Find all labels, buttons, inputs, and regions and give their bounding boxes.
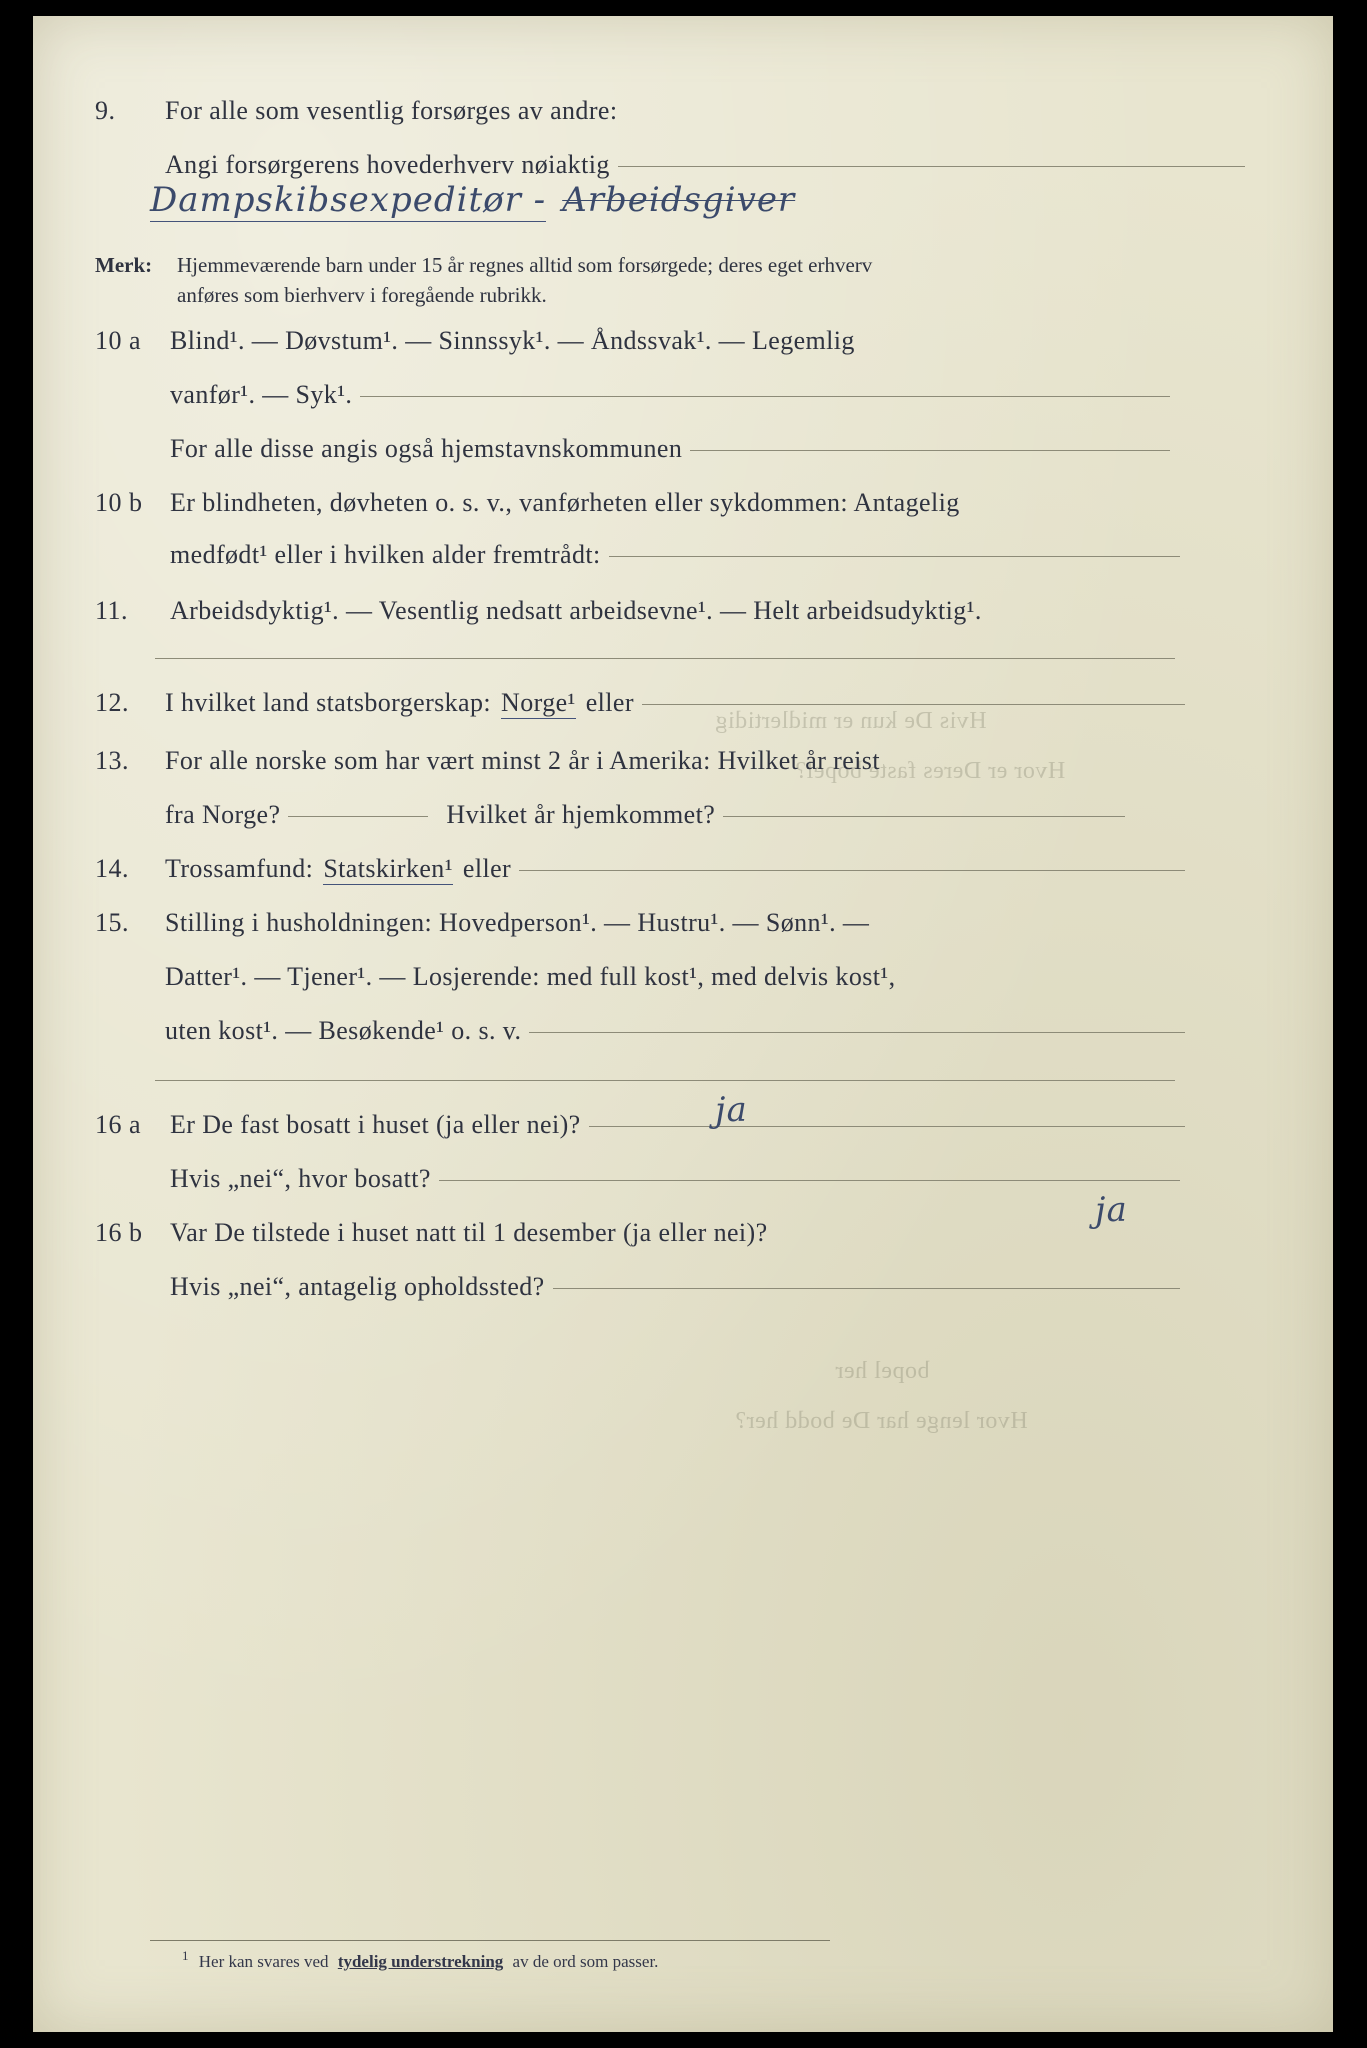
question-16b-line2: Hvis „nei“, antagelig opholdssted? [170,1272,545,1301]
question-14-number: 14. [95,854,129,883]
question-10b-number: 10 b [95,488,143,517]
footnote [150,1940,1250,1972]
question-16a-line2: Hvis „nei“, hvor bosatt? [170,1164,431,1193]
answer-rule [360,395,1170,397]
question-13-row2 [165,800,1125,830]
question-11-number: 11. [95,596,129,625]
merk-line2: anføres som bierhverv i foregående rubrikk. [177,283,547,308]
question-10a-options-line1: Blind¹. — Døvstum¹. — Sinnssyk¹. — Åndssvak¹. — Legemlig [170,326,855,355]
question-13-line3: Hvilket år hjemkommet? [446,800,716,829]
question-12 [95,688,1185,719]
question-16b-answer: ja [1094,1189,1129,1231]
question-9-answer-text: Dampskibsexpeditør - [150,180,547,220]
question-13 [95,746,1185,776]
divider [155,1080,1175,1081]
answer-rule [589,1125,1185,1127]
footnote-text-bold: tydelig understrekning [337,1952,504,1971]
question-9-answer [150,180,795,220]
bleedthrough-text: Hvor lenge har De bodd her? [735,1408,1028,1434]
question-15-line3: uten kost¹. — Besøkende¹ o. s. v. [165,1016,522,1045]
answer-rule [723,815,1125,817]
question-16b [95,1218,1185,1248]
question-15 [95,908,1185,938]
question-15-row2 [165,962,1185,992]
divider [155,658,1175,659]
merk-label: Merk: [95,253,153,277]
question-15-number: 15. [95,908,129,937]
question-12-number: 12. [95,688,129,717]
question-12-line2: eller [585,688,634,717]
question-10a-line3: For alle disse angis også hjemstavnskommunen [170,434,683,463]
question-9-number: 9. [95,96,116,125]
question-15-row3 [165,1016,1185,1046]
question-14 [95,854,1185,885]
question-14-line2: eller [462,854,512,883]
question-15-line2: Datter¹. — Tjener¹. — Losjerende: med full kost¹, med delvis kost¹, [165,962,896,991]
question-11 [95,596,1185,626]
answer-rule [609,555,1180,557]
question-16a-row2 [170,1164,1180,1194]
question-13-number: 13. [95,746,129,775]
question-14-line1: Trossamfund: [165,854,314,883]
footnote-marker: 1 [182,1948,189,1964]
question-12-answer: Norge¹ [501,688,576,717]
bleedthrough-text: Hvis De kun er midlertidig [715,708,987,734]
bleedthrough-text: Hvor er Deres faste bopel? [795,758,1066,784]
question-10b-row2 [170,540,1180,570]
question-16b-line1: Var De tilstede i huset natt til 1 desember (ja eller nei)? [170,1218,768,1247]
question-10b [95,488,1180,518]
answer-rule [519,869,1185,871]
bleedthrough-text: bopel her [835,1358,930,1384]
footnote-text-before: Her kan svares ved [198,1952,329,1971]
question-16b-row2 [170,1272,1180,1302]
question-10a-row3 [170,434,1170,464]
answer-rule [618,165,1245,167]
answer-rule [288,815,428,817]
question-13-line1: For alle norske som har vært minst 2 år i Amerika: Hvilket år reist [165,746,880,775]
answer-rule [642,703,1185,705]
question-16a-line1: Er De fast bosatt i huset (ja eller nei)? [170,1110,581,1139]
question-16a [95,1110,1185,1140]
answer-rule [553,1287,1180,1289]
merk-note [95,250,1255,311]
question-11-line1: Arbeidsdyktig¹. — Vesentlig nedsatt arbeidsevne¹. — Helt arbeidsudyktig¹. [170,596,982,625]
question-16a-number: 16 a [95,1110,142,1139]
question-15-line1: Stilling i husholdningen: Hovedperson¹. — Hustru¹. — Sønn¹. — [165,908,870,937]
question-10a-row2 [170,380,1170,410]
question-10a-options-line2: vanfør¹. — Syk¹. [170,380,353,409]
question-16a-answer: ja [714,1089,749,1131]
answer-rule [439,1179,1180,1181]
answer-rule [690,449,1170,451]
question-10b-line1: Er blindheten, døvheten o. s. v., vanførheten eller sykdommen: Antagelig [170,488,960,517]
question-12-line1: I hvilket land statsborgerskap: [165,688,492,717]
question-13-line2: fra Norge? [165,800,281,829]
question-10b-line2: medfødt¹ eller i hvilken alder fremtrådt: [170,540,601,569]
question-10a-number: 10 a [95,326,142,355]
merk-line1: Hjemmeværende barn under 15 år regnes alltid som forsørgede; deres eget erhverv [177,253,873,277]
question-9-answer-struck: Arbeidsgiver [562,180,796,220]
census-form-sheet [95,68,1295,1998]
scanned-page [33,16,1333,2032]
footnote-rule [150,1940,830,1941]
answer-rule [529,1031,1185,1033]
question-16b-number: 16 b [95,1218,143,1247]
question-14-answer: Statskirken¹ [323,854,453,883]
footnote-text-after: av de ord som passer. [512,1952,659,1971]
question-9 [95,96,1115,126]
question-9-subline [165,150,1245,180]
question-10a [95,326,1175,356]
question-9-line2: Angi forsørgerens hovederhverv nøiaktig [165,150,610,179]
question-9-line1: For alle som vesentlig forsørges av andre: [165,96,618,125]
